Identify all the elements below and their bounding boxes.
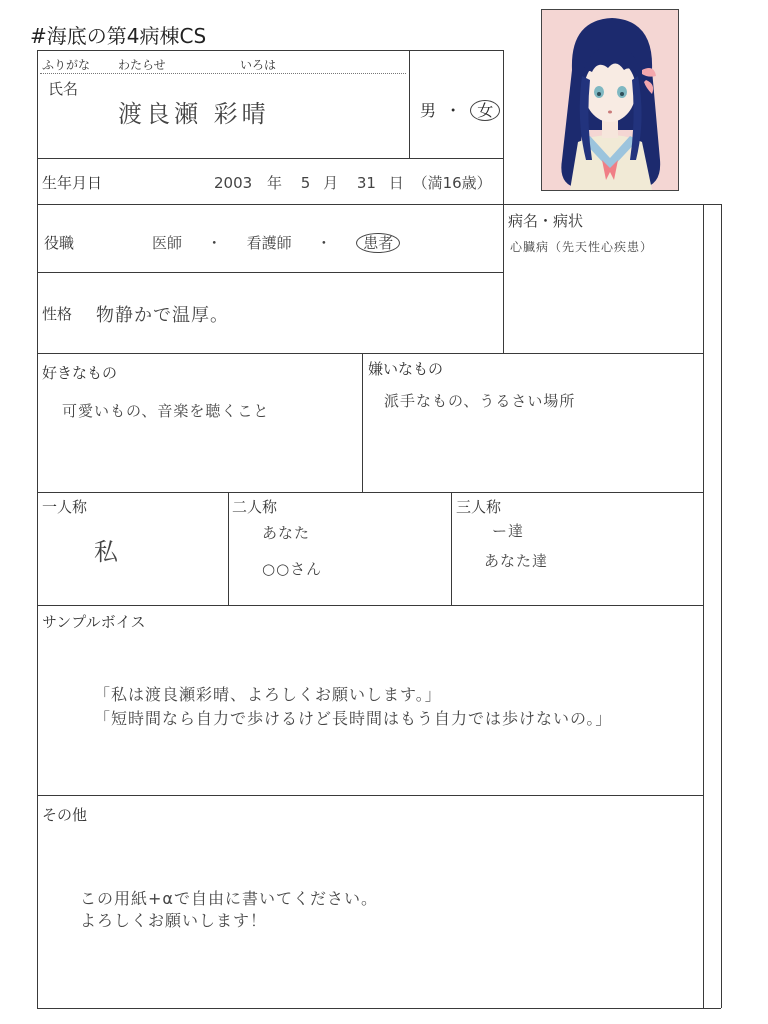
role-options (152, 232, 400, 253)
other-line-2: よろしくお願いします！ (80, 911, 268, 930)
gender-field (420, 98, 500, 121)
gender-male: 男 (420, 101, 437, 120)
first-person-value: 私 (94, 538, 119, 566)
birth-value (214, 172, 492, 193)
name-label: 氏名 (48, 80, 79, 98)
third-person-value-2: あなた達 (484, 552, 549, 570)
disease-label: 病名・病状 (508, 212, 584, 230)
birth-month-unit: 月 (323, 174, 339, 192)
character-illustration (542, 10, 678, 190)
birth-label: 生年月日 (42, 174, 103, 192)
gender-female-selected: 女 (470, 100, 500, 121)
role-option-nurse: 看護師 (246, 234, 292, 252)
third-person-value-1: ー達 (492, 522, 525, 540)
role-label: 役職 (44, 234, 75, 252)
other-line-1: この用紙+αで自由に書いてください。 (80, 889, 378, 908)
role-separator: ・ (316, 234, 332, 252)
personality-label: 性格 (42, 305, 73, 323)
furigana-family: わたらせ (118, 58, 166, 72)
first-person-label: 一人称 (42, 498, 88, 516)
third-person-label: 三人称 (456, 498, 502, 516)
furigana-given: いろは (240, 58, 277, 72)
birth-day-unit: 日 (388, 174, 404, 192)
birth-age: （満16歳） (412, 174, 492, 192)
role-option-patient-selected: 患者 (356, 233, 400, 253)
sample-voice-line-2: 「短時間なら自力で歩けるけど長時間はもう自力では歩けないの。」 (94, 709, 613, 728)
likes-value: 可愛いもの、音楽を聴くこと (62, 402, 270, 420)
furigana-label: ふりがな (42, 58, 91, 72)
sheet-title: #海底の第4病棟CS (30, 24, 207, 48)
gender-separator: ・ (445, 101, 462, 120)
dislikes-label: 嫌いなもの (368, 360, 444, 378)
sample-voice-line-1: 「私は渡良瀬彩晴、よろしくお願いします。」 (94, 685, 442, 704)
sample-voice-label: サンプルボイス (42, 613, 146, 631)
second-person-label: 二人称 (232, 498, 278, 516)
birth-year-unit: 年 (266, 174, 282, 192)
birth-year: 2003 (214, 174, 253, 192)
other-label: その他 (42, 806, 88, 824)
name-value: 渡良瀬 彩晴 (118, 100, 270, 128)
disease-value: 心臓病（先天性心疾患） (510, 240, 654, 254)
birth-month: 5 (300, 174, 311, 192)
birth-day: 31 (356, 174, 376, 192)
personality-value: 物静かで温厚。 (96, 305, 229, 326)
dislikes-value: 派手なもの、うるさい場所 (384, 392, 576, 410)
character-portrait (541, 9, 679, 191)
second-person-value-1: あなた (262, 524, 311, 542)
likes-label: 好きなもの (42, 364, 118, 382)
role-separator: ・ (206, 234, 222, 252)
second-person-value-2: ○○さん (262, 560, 323, 578)
role-option-doctor: 医師 (152, 234, 183, 252)
